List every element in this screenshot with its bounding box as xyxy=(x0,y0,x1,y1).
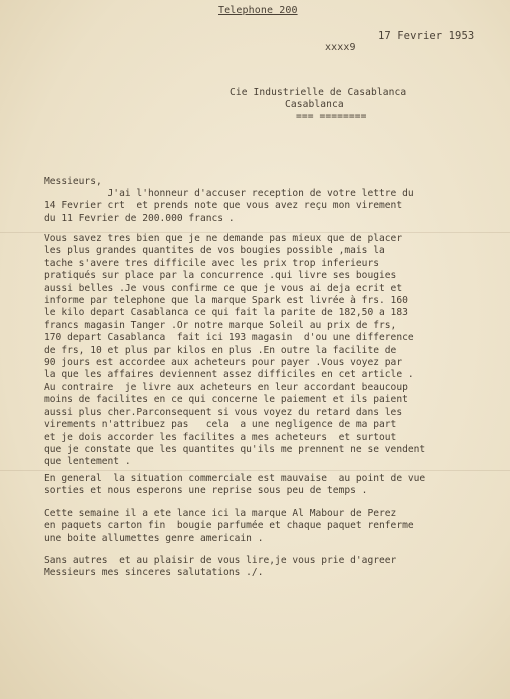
header-phone: Telephone 200 xyxy=(218,5,298,16)
paragraph-competitor-launch: Cette semaine il a ete lance ici la marque Al Mabour de Perez en paquets carton fin bougie parfumée et chaque paquet renferme une boite allumettes genre americain . xyxy=(44,508,414,544)
paper-crease xyxy=(0,470,510,471)
recipient-company: Cie Industrielle de Casablanca xyxy=(230,87,407,98)
salutation: Messieurs, xyxy=(44,176,102,187)
recipient-city: Casablanca xyxy=(285,99,344,110)
recipient-underline: === ======== xyxy=(296,111,367,122)
paragraph-acknowledgement: J'ai l'honneur d'accuser reception de votre lettre du 14 Fevrier crt et prends note que vous avez reçu mon virement du 11 Fevrier de 200.000 francs . xyxy=(44,188,414,224)
letter-date: 17 Fevrier 1953 xyxy=(378,30,475,42)
paragraph-closing: Sans autres et au plaisir de vous lire,je vous prie d'agreer Messieurs mes sinceres salutations ./. xyxy=(44,555,397,579)
paragraph-market-situation: Vous savez tres bien que je ne demande pas mieux que de placer les plus grandes quantites de vos bougies possible ,mais la tache s'avere tres difficile avec les prix trop inferieurs pratiqués sur place par la concurrence .qui livre ses bougies aussi belles .Je vous confirme ce que je vous ai deja ecrit et informe par telephone que la marque Spark est livrée à frs. 160 le kilo depart Casablanca ce qui fait la parite de 182,50 a 183 francs magasin Tanger .Or notre marque Soleil au prix de frs, 170 depart Casablanca fait ici 193 magasin d'ou une difference de frs, 10 et plus par kilos en plus .En outre la facilite de 90 jours est accordee aux acheteurs pour payer .Vous voyez par la que les affaires deviennent assez difficiles en cet article . Au contraire je livre aux acheteurs en leur accordant beaucoup moins de facilites en ce qui concerne le paiement et ils paient aussi plus cher.Parconsequent si vous voyez du retard dans les virements n'attribuez pas cela a une negligence de ma part et je dois accorder les facilites a mes acheteurs et surtout que je constate que les quantites qu'ils me prennent ne se vendent que lentement . xyxy=(44,233,426,468)
letter-reference: xxxx9 xyxy=(325,42,356,53)
paragraph-general-situation: En general la situation commerciale est mauvaise au point de vue sorties et nous esperons une reprise sous peu de temps . xyxy=(44,473,426,497)
